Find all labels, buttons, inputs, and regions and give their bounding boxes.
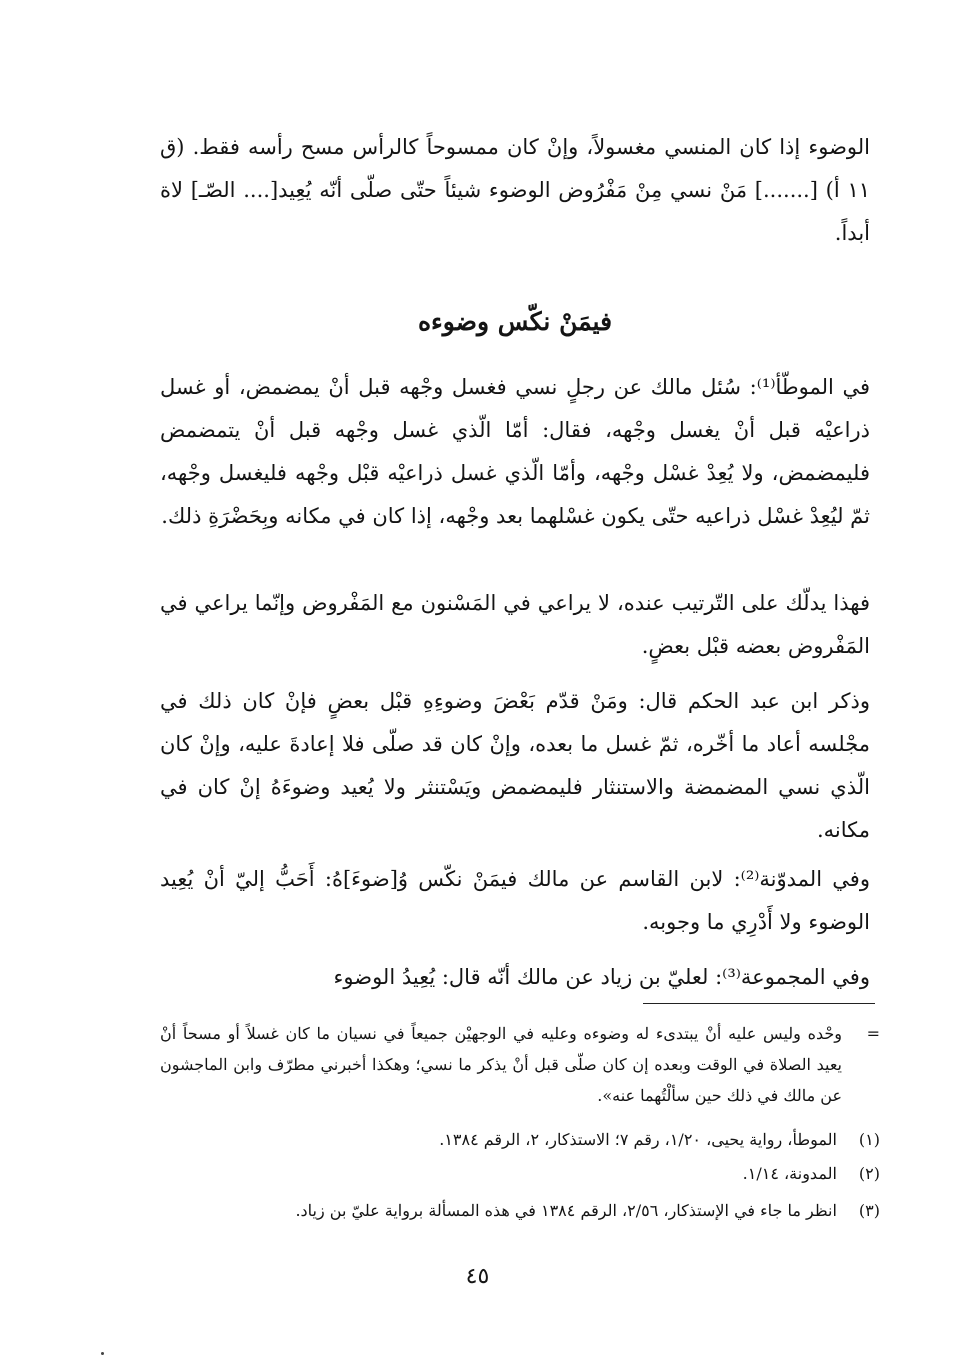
section-heading: فيمَنْ نكّس وضوءه [417,307,613,336]
footnote-continuation-text: وحْده وليس عليه أنْ يبتدىء له وضوءه وعليه في الوجهيْن جميعاً في نسيان ما كان غسلاً أو مسحاً أنْ يعيد الصلاة في الوقت وبعده إن كان صلّى قبل أنْ يذكر ما نسي؛ وهكذا أخبرني مطرّف وابن الماجشون عن مالك في ذلك حين سألْتُهما عنه». [160,1024,843,1105]
paragraph-mudawwana: وفي المدوّنة⁽²⁾: لابن القاسم عن مالك فيمَنْ نكّس وُ[ضوءَ]هُ: أَحَبُّ إليّ أنْ يُعِيد الوضوء ولا أَدْرِي ما وجوبه. [160,867,870,934]
scan-speck [101,1352,104,1355]
paragraph-tartib: فهذا يدلّك على التّرتيب عنده، لا يراعي في المَسْنون مع المَفْروض وإنّما يراعي في المَفْروض بعضه قبْل بعضٍ. [160,591,870,658]
footnote-number: (٢) [858,1164,880,1183]
footnote-number: (٣) [858,1201,880,1220]
footnote-text: انظر ما جاء في الإستذكار، ٢/٥٦، الرقم ١٣٨٤ في هذه المسألة برواية عليّ بن زياد. [295,1201,837,1220]
footnote-2 [160,1158,880,1189]
footnote-separator [643,1003,875,1004]
paragraph-majmua: وفي المجموعة⁽³⁾: لعليّ بن زياد عن مالك أنّه قال: يُعِيدُ الوضوء [333,965,870,989]
footnote-number: (١) [858,1130,880,1149]
footnote-text: الموطأ، رواية يحيى، ١/٢٠، رقم ٧؛ الاستذكار، ٢، الرقم ١٣٨٤. [439,1130,837,1149]
footnote-1 [160,1124,880,1155]
page-number: ٤٥ [465,1264,490,1289]
footnote-text: المدونة، ١/١٤. [742,1164,837,1183]
paragraph-ibn-abd-alhakam: وذكر ابن عبد الحكم قال: ومَنْ قدّم بَعْضَ وضوءِهِ قبْل بعضٍ فإنْ كان ذلك في مجْلسه أعاد ما أخّره، ثمّ غسل ما بعده، وإنْ كان قد صلّى فلا إعادةَ عليه، وإنْ كان الّذي نسي المضمضة والاستنثار فليمضمض ويَسْتنثر ولا يُعيد وضوءَهُ إنْ كان في مكانه. [160,689,870,842]
footnote-continuation [160,1018,880,1111]
paragraph-muwatta: في الموطّأ⁽¹⁾: سُئل مالك عن رجلٍ نسي فغسل وجْهه قبل أنْ يمضمض، أو غسل ذراعيْه قبل أنْ يغسل وجْهه، فقال: أمّا الّذي غسل وجْهه قبل أنْ يتمضمض فليمضمض، ولا يُعِدْ غسْل وجْهه، وأمّا الّذي غسل ذراعيْه قبْل وجْهه فليغسل وجْهه، ثمّ ليُعِدْ غسْل ذراعيه حتّى يكون غسْلهما بعد وجْهه، إذا كان في مكانه وبِحَضْرَةِ ذلك. [160,375,870,528]
continuation-mark: = [866,1024,880,1043]
footnote-3 [160,1195,880,1226]
top-paragraph: الوضوء إذا كان المنسي مغسولاً، وإنْ كان ممسوحاً كالرأس مسح رأسه فقط. (ق ١١ أ) [.......] مَنْ نسي مِنْ مَفْرُوض الوضوء شيئاً حتّى صلّى أنّه يُعِيد[.... الصّـ] لاة أبداً. [160,135,870,245]
